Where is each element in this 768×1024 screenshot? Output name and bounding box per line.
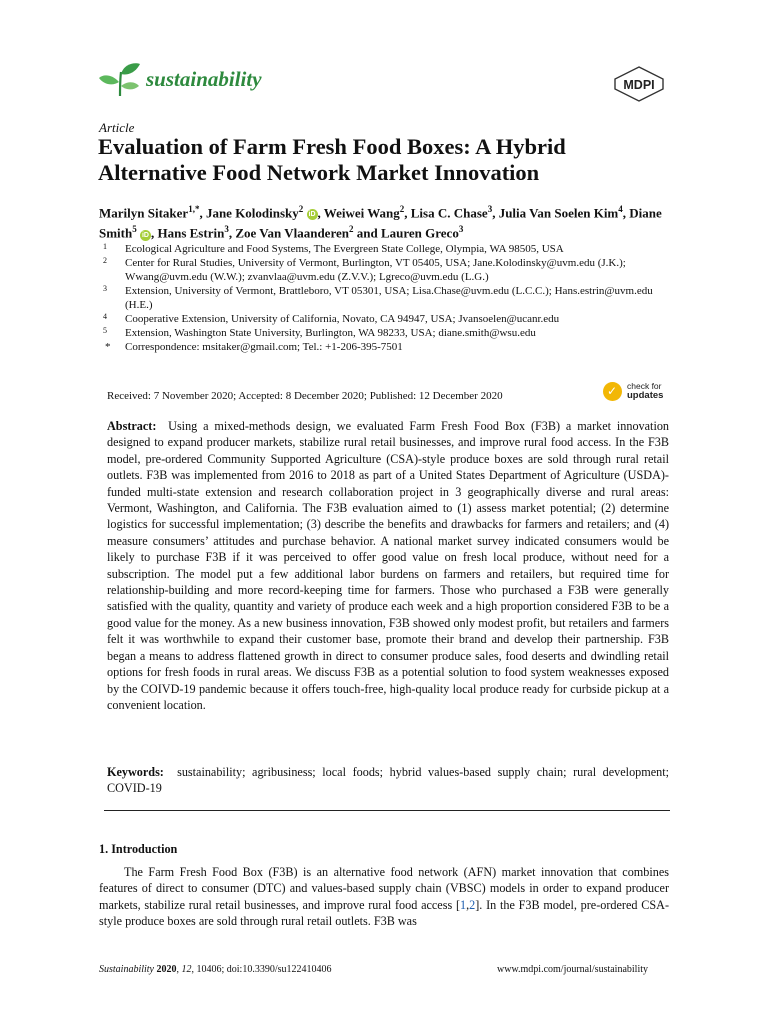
citation-separator: , xyxy=(466,897,470,912)
author-affiliation-mark: 2 xyxy=(399,204,405,214)
author-affiliation-mark: 2 xyxy=(348,224,354,235)
footer-doi: , 10406; doi:10.3390/su122410406 xyxy=(191,964,332,975)
author-name: Lisa C. Chase xyxy=(410,205,488,221)
affiliation-text: Ecological Agriculture and Food Systems, The Evergreen State College, Olympia, WA 98505, USA xyxy=(125,243,564,255)
check-updates-line1: check for xyxy=(627,381,662,391)
affiliation-item xyxy=(103,242,673,256)
affiliation-mark: 1 xyxy=(103,242,107,251)
affiliation-text: Extension, Washington State University, Burlington, WA 98233, USA; diane.smith@wsu.edu xyxy=(125,327,536,339)
affiliation-item xyxy=(103,284,673,312)
affiliation-mark: 2 xyxy=(103,256,107,265)
publisher-logo-text: MDPI xyxy=(623,78,655,92)
author-name: Marilyn Sitaker xyxy=(99,205,189,221)
citation-link-1[interactable]: 1 xyxy=(460,897,467,912)
journal-logo-icon xyxy=(98,60,142,98)
affiliation-item xyxy=(103,340,673,354)
author-list: Marilyn Sitaker$^{1,*}$, Jane Kolodinsky$^2$ iD , Weiwei Wang$^2$, Lisa C. Chase$^3$, Julia Van Soelen Kim$^4$, Diane Smith$^5$ iD , Hans Estrin$^3$, Zoe Van Vlaanderen$^2$ and Lauren Greco$^3$ xyxy=(99,204,662,241)
keywords-text: sustainability; agribusiness; local foods; hybrid values-based supply chain; rural development; COVID-19 xyxy=(107,765,670,796)
orcid-icon[interactable]: iD xyxy=(308,211,316,219)
author-name: Lauren Greco xyxy=(380,225,459,241)
abstract-label: Abstract: xyxy=(107,419,157,433)
author-affiliation-mark: 2 xyxy=(298,204,304,214)
author-name: Weiwei Wang xyxy=(323,205,400,221)
abstract-text: Using a mixed-methods design, we evaluated Farm Fresh Food Box (F3B) a market innovation designed to expand producer markets, stabilize rural retail businesses, and improve rural food access. In the F3B model, pre-ordered Community Supported Agriculture (CSA)-style produce boxes are sold through rural retail outlets. F3B was implemented from 2016 to 2018 as part of a United States Department of Agriculture (USDA)-funded multi-state extension and research collaboration project in 3 geographically diverse and rural areas: Vermont, Washington, and California. The F3B evaluation aimed to (1) assess market potential; (2) determine logistics for successful implementation; (3) describe the benefits and drawbacks for farmers and retailers; and (4) measure consumers’ attitudes and purchase behavior. A national market survey indicated consumers would be likely to purchase F3B if it was perceived to offer good value on fresh local produce, without need for a subscription. The model put a few additional labor burdens on farmers and retailers, but required time for relationship-building and more record-keeping time for farmers. Those who purchased a F3B were generally satisfied with the quality, quantity and variety of produce each week and a high proportion considered F3B to be a good value for the money. As a new business innovation, F3B showed only modest profit, but retailers and farmers felt it was worthwhile to expand their customer base, promote their brand and develop their partnership. F3B began a means to address flattened growth in direct to consumer produce sales, food deserts and dwindling retail options for fresh foods in rural areas. We discuss F3B as a potential solution to food system weaknesses exposed by the COIVD-19 pandemic because it offers touch-free, high-quality local produce ready for curbside pickup at a convenient location. xyxy=(107,419,670,712)
affiliation-text: Extension, University of Vermont, Brattleboro, VT 05301, USA; Lisa.Chase@uvm.edu (L.C.C.); Hans.estrin@uvm.edu (H.E.) xyxy=(125,285,653,311)
affiliation-mark: 4 xyxy=(103,312,107,321)
author-affiliation-mark: 3 xyxy=(487,204,493,214)
author-name: Julia Van Soelen Kim xyxy=(498,205,619,221)
author-name: Hans Estrin xyxy=(157,225,225,241)
section-heading: 1. Introduction xyxy=(99,842,178,856)
author-affiliation-mark: 1,* xyxy=(188,204,200,214)
checkmark-icon: ✓ xyxy=(607,384,618,398)
affiliation-mark: 5 xyxy=(103,326,107,335)
footer-year: 2020 xyxy=(156,964,177,975)
affiliation-mark: 3 xyxy=(103,284,107,293)
affiliations xyxy=(103,242,673,354)
citation-link-2[interactable]: 2 xyxy=(469,897,476,912)
footer-citation: Sustainability 2020, 12, 10406; doi:10.3390/su122410406 xyxy=(99,964,332,975)
orcid-icon[interactable]: iD xyxy=(141,231,149,239)
affiliation-item xyxy=(103,326,673,340)
author-name: Diane Smith xyxy=(99,205,662,241)
affiliation-item xyxy=(103,256,673,284)
section-divider xyxy=(104,810,670,811)
author-name: Jane Kolodinsky xyxy=(205,205,299,221)
keywords xyxy=(107,764,669,797)
article-type: Article xyxy=(99,120,135,135)
footer-volume: 12 xyxy=(181,964,192,975)
abstract xyxy=(107,418,669,713)
author-affiliation-mark: 3 xyxy=(224,224,229,235)
publication-dates: Received: 7 November 2020; Accepted: 8 December 2020; Published: 12 December 2020 xyxy=(107,390,503,402)
check-updates-line2: updates xyxy=(627,390,664,401)
footer-url[interactable]: www.mdpi.com/journal/sustainability xyxy=(497,964,649,975)
author-affiliation-mark: 4 xyxy=(618,204,623,214)
author-affiliation-mark: 3 xyxy=(458,224,464,235)
journal-name: sustainability xyxy=(146,67,262,91)
affiliation-text: Center for Rural Studies, University of Vermont, Burlington, VT 05405, USA; Jane.Kolodinsky@uvm.edu (J.K.); Wwang@uvm.edu (W.W.); zvanvlaa@uvm.edu (Z.V.V.); Lgreco@uvm.edu (L.G.) xyxy=(125,257,626,283)
footer-journal: Sustainability xyxy=(99,964,154,975)
intro-text-before: The Farm Fresh Food Box (F3B) is an alternative food network (AFN) market innovation that combines features of direct to consumer (DTC) and values-based supply chain (VBSC) models in order to expand producer markets, stabilize rural retail businesses, and improve rural food access [ xyxy=(99,865,669,912)
affiliation-text: Correspondence: msitaker@gmail.com; Tel.: +1-206-395-7501 xyxy=(125,341,403,353)
affiliation-mark: * xyxy=(105,341,111,353)
affiliation-text: Cooperative Extension, University of California, Novato, CA 94947, USA; Jvansoelen@ucanr.edu xyxy=(125,313,560,325)
check-for-updates-button[interactable] xyxy=(603,381,673,403)
author-name: Zoe Van Vlaanderen xyxy=(235,225,349,241)
keywords-label: Keywords: xyxy=(107,765,164,779)
intro-text-after: ]. In the F3B model, pre-ordered CSA-style produce boxes are sold through rural retail outlets. F3B was xyxy=(99,897,670,929)
publisher-logo xyxy=(613,66,665,102)
author-affiliation-mark: 5 xyxy=(132,224,137,235)
affiliation-item xyxy=(103,312,673,326)
introduction-paragraph xyxy=(99,864,669,930)
article-title: Evaluation of Farm Fresh Food Boxes: A Hybrid Alternative Food Network Market Innovation xyxy=(98,134,566,185)
